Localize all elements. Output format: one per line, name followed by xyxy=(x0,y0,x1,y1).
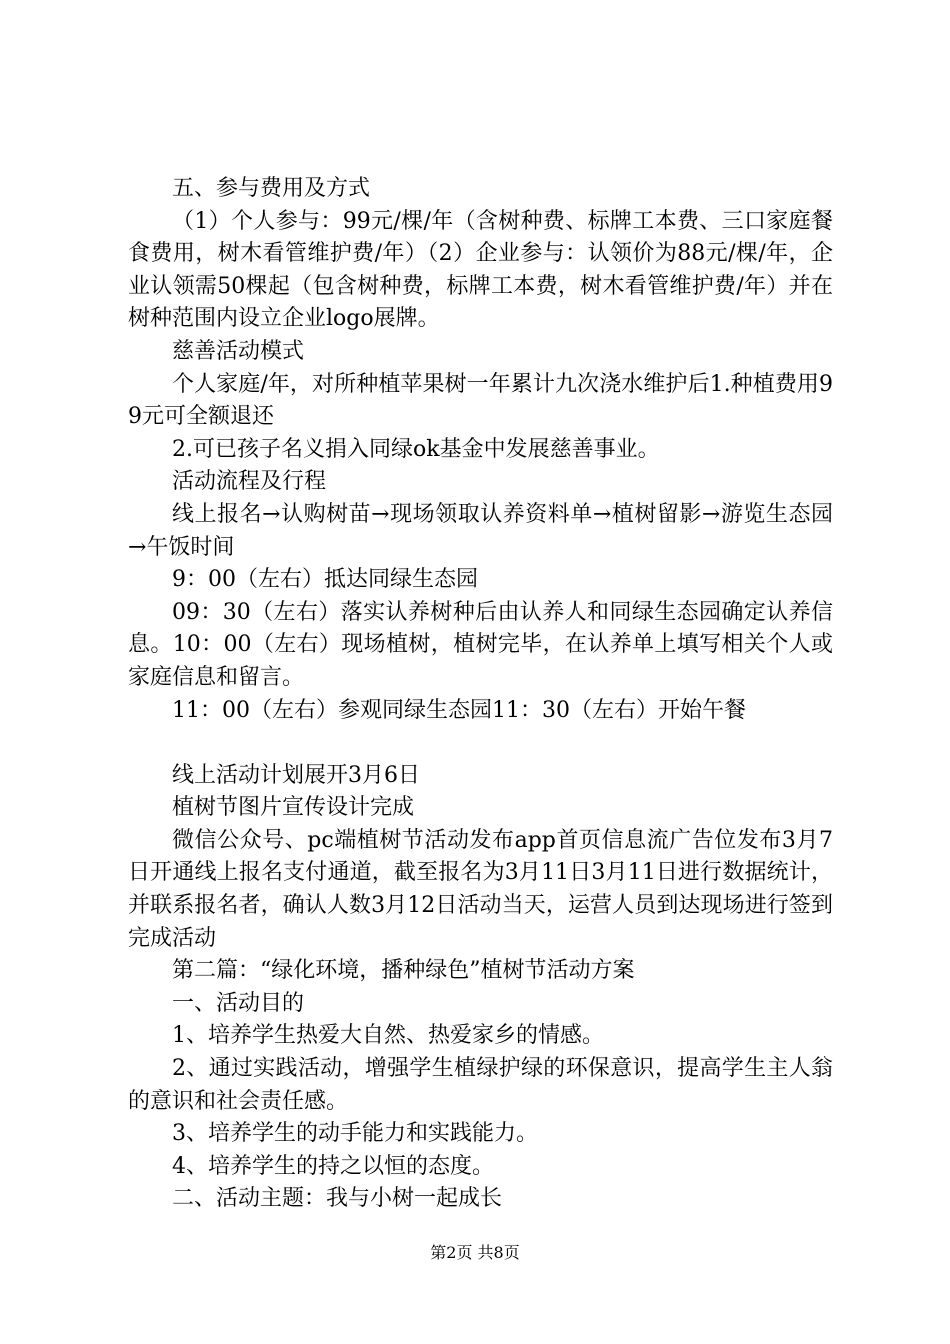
page-number-footer: 第2页 共8页 xyxy=(430,1243,520,1262)
paragraph-online-plan: 线上活动计划展开3月6日 xyxy=(172,762,420,788)
paragraph-charity-mode-heading: 慈善活动模式 xyxy=(172,338,305,364)
paragraph-schedule-lunch: 11：00（左右）参观同绿生态园11：30（左右）开始午餐 xyxy=(172,697,746,723)
paragraph-poster-design: 植树节图片宣传设计完成 xyxy=(172,795,415,821)
paragraph-schedule-heading: 活动流程及行程 xyxy=(172,469,327,495)
paragraph-online-release: 微信公众号、pc端植树节活动发布app首页信息流广告位发布3月7日开通线上报名支付通道，截至报名为3月11日3月11日进行数据统计，并联系报名者，确认人数3月12日活动当天，运营人员到达现场进行签到完成活动 xyxy=(128,827,833,951)
paragraph-schedule-planting: 09：30（左右）落实认养树种后由认养人和同绿生态园确定认养信息。10：00（左右）现场植树，植树完毕，在认养单上填写相关个人或家庭信息和留言。 xyxy=(128,599,833,690)
document-body xyxy=(128,173,833,1216)
paragraph-schedule-arrive: 9：00（左右）抵达同绿生态园 xyxy=(172,567,478,593)
section-heading-theme: 二、活动主题：我与小树一起成长 xyxy=(172,1186,503,1212)
paragraph-purpose-2: 2、通过实践活动，增强学生植绿护绿的环保意识，提高学生主人翁的意识和社会责任感。 xyxy=(128,1056,833,1114)
paragraph-purpose-4: 4、培养学生的持之以恒的态度。 xyxy=(172,1153,494,1179)
paragraph-schedule-flow: 线上报名→认购树苗→现场领取认养资料单→植树留影→游览生态园→午饭时间 xyxy=(128,501,833,560)
paragraph-charity-donate: 2.可已孩子名义捐入同绿ok基金中发展慈善事业。 xyxy=(172,436,660,462)
paragraph-purpose-3: 3、培养学生的动手能力和实践能力。 xyxy=(172,1121,538,1147)
paragraph-second-article-title: 第二篇：“绿化环境，播种绿色”植树节活动方案 xyxy=(172,958,635,984)
section-heading-fees: 五、参与费用及方式 xyxy=(172,176,371,201)
paragraph-fees-detail: （1）个人参与：99元/棵/年（含树种费、标牌工本费、三口家庭餐食费用，树木看管维护费/年）（2）企业参与：认领价为88元/棵/年，企业认领需50棵起（包含树种费，标牌工本费，树木看管维护费/年）并在树种范围内设立企业logo展牌。 xyxy=(128,208,833,332)
paragraph-charity-refund: 个人家庭/年，对所种植苹果树一年累计九次浇水维护后1.种植费用99元可全额退还 xyxy=(128,371,833,430)
paragraph-purpose-1: 1、培养学生热爱大自然、热爱家乡的情感。 xyxy=(172,1023,604,1049)
blank-line xyxy=(128,727,833,760)
section-heading-purpose: 一、活动目的 xyxy=(172,990,305,1016)
